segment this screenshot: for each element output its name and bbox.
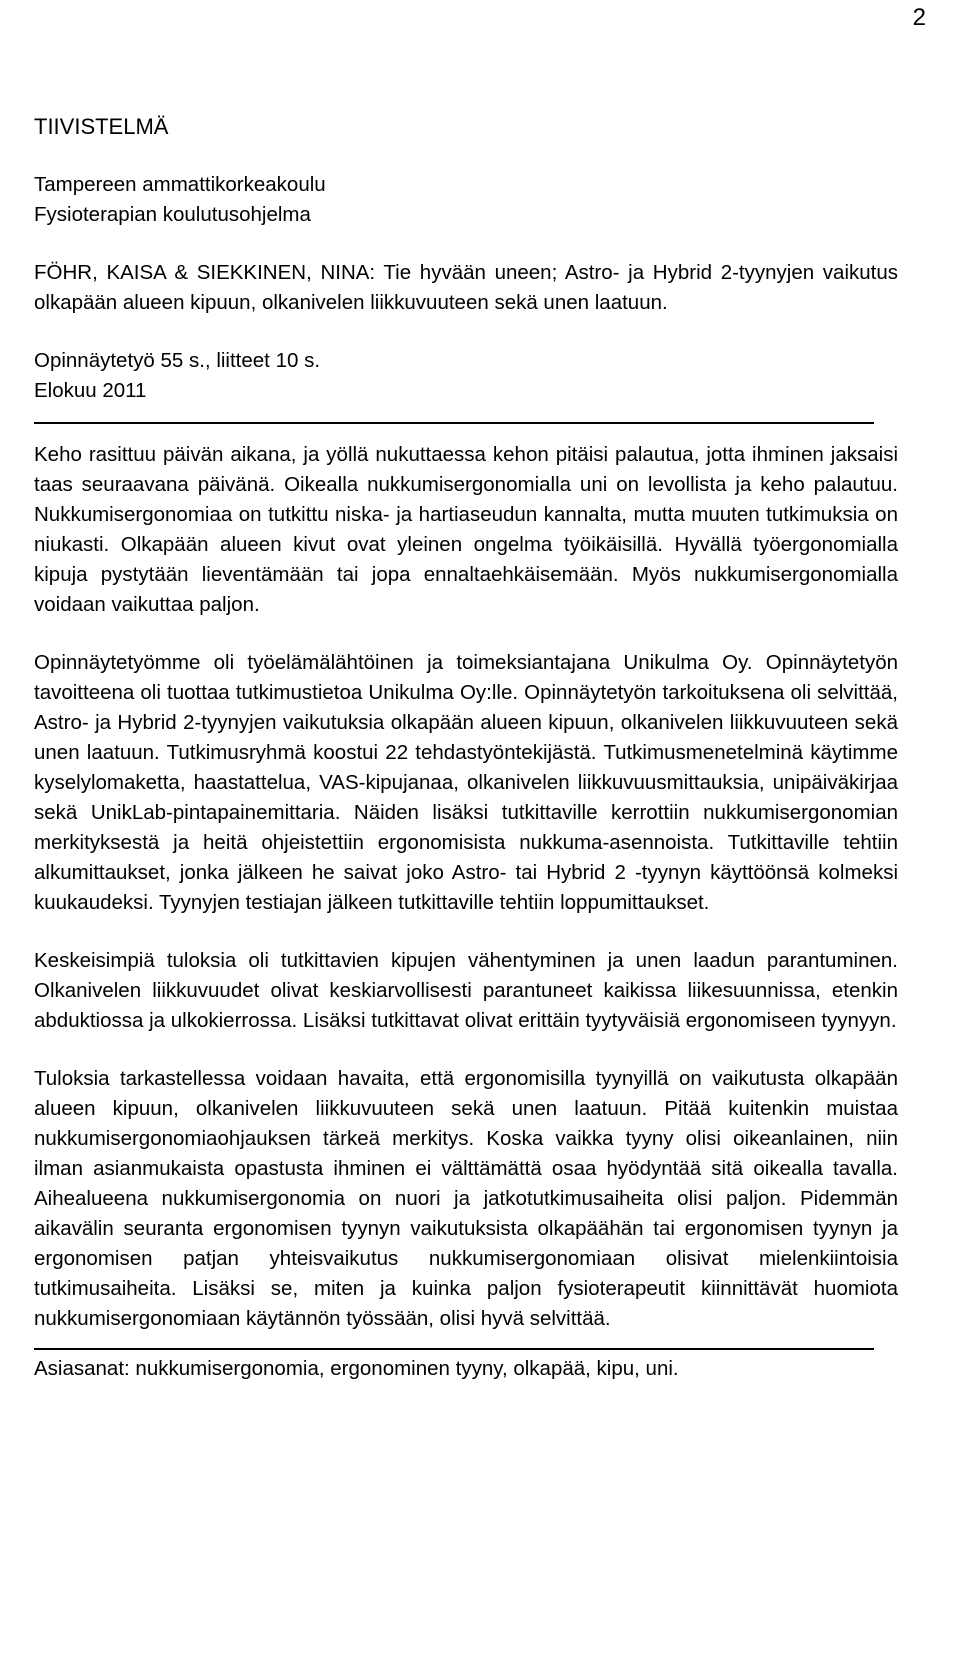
page-number: 2 (912, 4, 926, 31)
top-divider (34, 422, 874, 424)
thesis-meta (34, 346, 898, 406)
abstract-paragraph-2: Opinnäytetyömme oli työelämälähtöinen ja toimeksiantajana Unikulma Oy. Opinnäytetyön tavoitteena oli tuottaa tutkimustietoa Unikulma Oy:lle. Opinnäytetyön tarkoituksena oli selvittää, Astro- ja Hybrid 2-tyynyjen vaikutuksia olkapään alueen kipuun, olkanivelen liikkuvuuteen sekä unen laatuun. Tutkimusryhmä koostui 22 tehdastyöntekijästä. Tutkimusmenetelminä käytimme kyselylomaketta, haastattelua, VAS-kipujanaa, olkanivelen liikkuvuusmittauksia, unipäiväkirjaa sekä UnikLab-pintapainemittaria. Näiden lisäksi tutkittaville kerrottiin nukkumisergonomian merkityksestä ja heitä ohjeistettiin ergonomisista nukkuma-asennoista. Tutkittaville tehtiin alkumittaukset, jonka jälkeen he saivat joko Astro- tai Hybrid 2 -tyynyn käyttöönsä kolmeksi kuukaudeksi. Tyynyjen testiajan jälkeen tutkittaville tehtiin loppumittaukset. (34, 651, 898, 914)
abstract-paragraph-4: Tuloksia tarkastellessa voidaan havaita, että ergonomisilla tyynyillä on vaikutusta olkapään alueen kipuun, olkanivelen liikkuvuuteen sekä unen laatuun. Pitää kuitenkin muistaa nukkumisergonomiaohjauksen tärkeä merkitys. Koska vaikka tyyny olisi oikeanlainen, niin ilman asianmukaista opastusta ihminen ei välttämättä osaa hyödyntää sitä oikealla tavalla. Aihealueena nukkumisergonomia on nuori ja jatkotutkimusaiheita olisi paljon. Pidemmän aikavälin seuranta ergonomisen tyynyn vaikutuksista olkapäähän tai ergonomisen tyynyn ja ergonomisen patjan yhteisvaikutus nukkumisergonomiaan olisivat mielenkiintoisia tutkimusaiheita. Lisäksi se, miten ja kuinka paljon fysioterapeutit kiinnittävät huomiota nukkumisergonomiaan käytännön työssään, olisi hyvä selvittää. (34, 1067, 898, 1330)
school-name: Tampereen ammattikorkeakoulu (34, 173, 326, 196)
abstract-heading: TIIVISTELMÄ (34, 114, 169, 139)
abstract-paragraph-1: Keho rasittuu päivän aikana, ja yöllä nukuttaessa kehon pitäisi palautua, jotta ihminen jaksaisi taas seuraavana päivänä. Oikealla nukkumisergonomialla uni on levollista ja keho palautuu. Nukkumisergonomiaa on tutkittu niska- ja hartiaseudun kannalta, mutta muuten tutkimuksia on niukasti. Olkapään alueen kivut ovat yleinen ongelma työikäisillä. Hyvällä työergonomialla kipuja pystytään lieventämään tai jopa ennaltaehkäisemään. Myös nukkumisergonomialla voidaan vaikuttaa paljon. (34, 443, 898, 616)
keywords: Asiasanat: nukkumisergonomia, ergonominen tyyny, olkapää, kipu, uni. (34, 1357, 679, 1380)
programme-name: Fysioterapian koulutusohjelma (34, 203, 311, 226)
thesis-date: Elokuu 2011 (34, 379, 147, 402)
thesis-title: FÖHR, KAISA & SIEKKINEN, NINA: Tie hyvään uneen; Astro- ja Hybrid 2-tyynyjen vaikutus olkapään alueen kipuun, olkanivelen liikkuvuuteen sekä unen laatuun. (34, 261, 898, 314)
bottom-divider (34, 1348, 874, 1350)
thesis-pages: Opinnäytetyö 55 s., liitteet 10 s. (34, 349, 321, 372)
abstract-page (34, 112, 898, 1384)
institution-block (34, 170, 898, 230)
abstract-paragraph-3: Keskeisimpiä tuloksia oli tutkittavien kipujen vähentyminen ja unen laadun parantuminen. Olkanivelen liikkuvuudet olivat keskiarvollisesti parantuneet kaikissa liikesuunnissa, etenkin abduktiossa ja ulkokierrossa. Lisäksi tutkittavat olivat erittäin tyytyväisiä ergonomiseen tyynyyn. (34, 949, 898, 1032)
